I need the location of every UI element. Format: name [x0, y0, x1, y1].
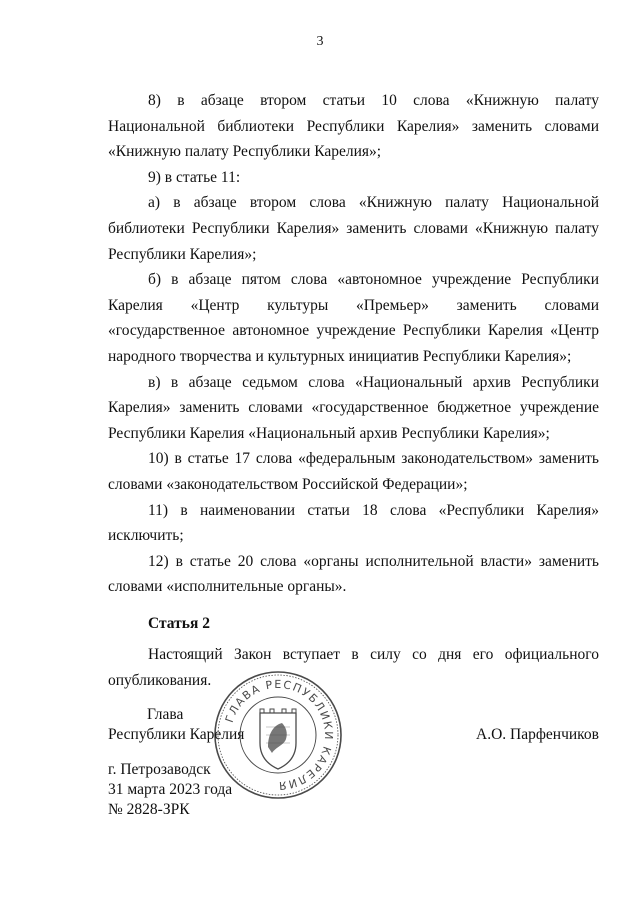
date: 31 марта 2023 года	[108, 781, 233, 798]
amendment-subitem-v: в) в абзаце седьмом слова «Национальный архив Республики Карелия» заменить словами «государственное бюджетное учреждение Республики Карелия «Национальный архив Республики Карелия»;	[108, 373, 599, 442]
amendment-item-12: 12) в статье 20 слова «органы исполнительной власти» заменить словами «исполнительные органы».	[108, 552, 599, 596]
amendment-item-11: 11) в наименовании статьи 18 слова «Республики Карелия» исключить;	[108, 501, 599, 545]
amendment-item-8: 8) в абзаце втором статьи 10 слова «Книжную палату Национальной библиотеки Республики Карелия» заменить словами «Книжную палату Республики Карелия»;	[108, 92, 599, 161]
amendment-subitem-b: б) в абзаце пятом слова «автономное учреждение Республики Карелия «Центр культуры «Премьер» заменить словами «государственное автономное учреждение Республики Карелия «Центр народного творчества и культурных инициатив Республики Карелия»;	[108, 271, 599, 365]
amendment-item-9: 9) в статье 11:	[148, 168, 241, 186]
document-body	[108, 88, 599, 694]
place-and-date	[108, 760, 232, 820]
svg-text:ГЛАВА РЕСПУБЛИКИ КАРЕЛИЯ: ГЛАВА РЕСПУБЛИКИ КАРЕЛИЯ	[222, 677, 336, 793]
amendment-subitem-a: а) в абзаце втором слова «Книжную палату Национальной библиотеки Республики Карелия» заменить словами «Книжную палату Республики Карелия»;	[108, 194, 599, 263]
signature-position-title: Глава	[147, 706, 184, 723]
amendment-item-10: 10) в статье 17 слова «федеральным законодательством» заменить словами «законодательством Российской Федерации»;	[108, 450, 599, 493]
article-title: Статья 2	[148, 614, 210, 632]
signature-position-region: Республики Карелия	[108, 726, 245, 743]
page-number: 3	[316, 34, 324, 49]
law-number: № 2828-ЗРК	[108, 801, 190, 818]
article-text: Настоящий Закон вступает в силу со дня его официального опубликования.	[108, 646, 599, 690]
signatory-name: А.О. Парфенчиков	[476, 726, 599, 743]
city: г. Петрозаводск	[108, 761, 211, 778]
